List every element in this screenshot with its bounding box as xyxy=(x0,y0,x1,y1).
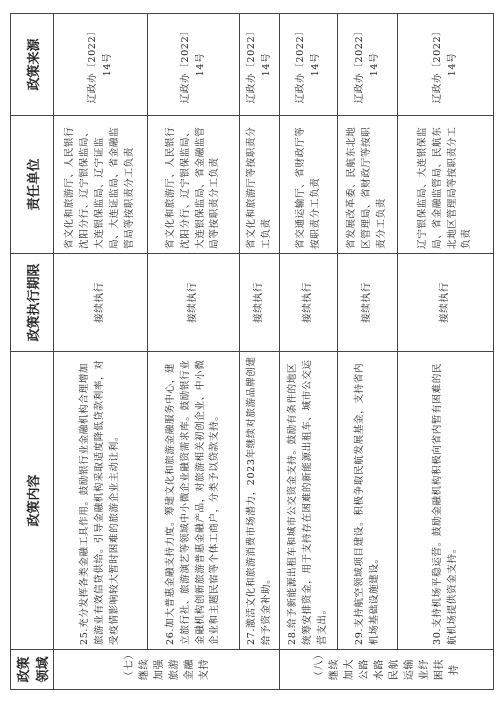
content-cell: 26.加大普惠金融支持力度。筹建文化和旅游金融服务中心，建立旅行社、旅游演艺等领域中小微企业融资需求库。鼓励银行业金融机构创新旅游普惠金融产品，对旅游相关初创企业、中小微企业和主题民宿等个体工商户，分类予以贷款支持。 xyxy=(148,352,240,650)
source-doc-number: 辽政办〔2022〕 xyxy=(179,25,191,104)
unit-cell: 省文化和旅游厅、人民银行沈阳分行、辽宁银保监局、大连银保监局、省金融监管局等按职责分工负责 xyxy=(148,116,240,254)
table-row xyxy=(280,14,338,690)
domain-cell-8: （八）继续加大公路水路民航运输业纾困扶持 xyxy=(280,650,494,690)
period-cell: 接续执行 xyxy=(240,254,280,352)
unit-cell: 省交通运输厅、省财政厅等按职责分工负责 xyxy=(280,116,338,254)
source-doc-number: 辽政办〔2022〕 xyxy=(294,25,306,104)
source-cell xyxy=(148,14,240,116)
source-doc-number: 辽政办〔2022〕 xyxy=(86,25,98,104)
header-row xyxy=(11,14,54,690)
table-row xyxy=(338,14,398,690)
period-cell: 接续执行 xyxy=(338,254,398,352)
source-cell xyxy=(338,14,398,116)
period-cell: 接续执行 xyxy=(148,254,240,352)
header-source: 政策来源 xyxy=(11,14,54,116)
table-row xyxy=(398,14,494,690)
content-cell: 28.给予新能源出租车和城市公交资金支持。鼓励有条件的地区统筹安排资金，用于支持存在困难的新能源出租车、城市公交运营支出。 xyxy=(280,352,338,650)
content-cell: 27.激活文化和旅游消费市场潜力，2023年继续对旅游品牌创建给予资金补助。 xyxy=(240,352,280,650)
source-doc-number: 辽政办〔2022〕 xyxy=(431,25,443,104)
table-row xyxy=(148,14,240,690)
unit-cell: 辽宁银保监局、大连银保监局、省金融监管局、民航东北地区管理局等按职责分工负责 xyxy=(398,116,494,254)
unit-cell: 省发展改革委、民航东北地区管理局、省财政厅等按职责分工负责 xyxy=(338,116,398,254)
source-cell xyxy=(280,14,338,116)
source-cell xyxy=(398,14,494,116)
source-doc-suffix: 14号 xyxy=(446,52,458,77)
unit-cell: 省文化和旅游厅、人民银行沈阳分行、辽宁银保监局、大连银保监局、辽宁证监局、大连证监局、省金融监管局等按职责分工负责 xyxy=(54,116,148,254)
table-row xyxy=(54,14,148,690)
header-period: 政策执行期限 xyxy=(11,254,54,352)
domain-cell-7: （七）继续加强旅游金融支持 xyxy=(54,650,280,690)
period-cell: 接续执行 xyxy=(280,254,338,352)
table-row xyxy=(240,14,280,690)
header-content: 政策内容 xyxy=(11,352,54,650)
content-cell: 29.支持航空领域项目建设。积极争取民航发展基金，支持省内机场基础设施建设。 xyxy=(338,352,398,650)
unit-cell: 省文化和旅游厅等按职责分工负责 xyxy=(240,116,280,254)
header-domain: 政策领域 xyxy=(11,650,54,690)
source-doc-suffix: 14号 xyxy=(101,52,113,77)
source-doc-number: 辽政办〔2022〕 xyxy=(245,25,257,104)
period-cell: 接续执行 xyxy=(398,254,494,352)
source-cell xyxy=(54,14,148,116)
source-doc-number: 辽政办〔2022〕 xyxy=(353,25,365,104)
source-doc-suffix: 14号 xyxy=(309,52,321,77)
source-doc-suffix: 14号 xyxy=(194,52,206,77)
source-doc-suffix: 14号 xyxy=(260,52,272,77)
header-unit: 责任单位 xyxy=(11,116,54,254)
source-cell xyxy=(240,14,280,116)
period-cell: 接续执行 xyxy=(54,254,148,352)
policy-table xyxy=(10,13,494,690)
content-cell: 25.充分发挥各类金融工具作用。鼓励银行业金融机构合理增加旅游业有效信贷供给。引导金融机构采取适度降低贷款利率，对受疫情影响较大暂时困难的旅游企业主动让利。 xyxy=(54,352,148,650)
source-doc-suffix: 14号 xyxy=(368,52,380,77)
content-cell: 30.支持机场平稳运营。鼓励金融机构积极向省内暂有困难的民航机场提供资金支持。 xyxy=(398,352,494,650)
